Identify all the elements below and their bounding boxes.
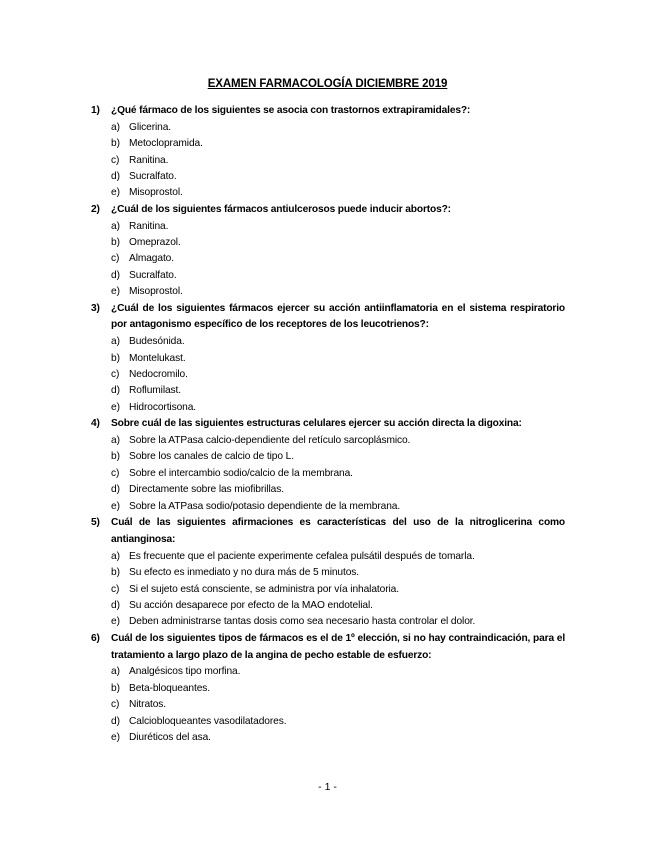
option-item <box>91 582 565 598</box>
option-item <box>91 120 565 136</box>
option-item <box>91 185 565 201</box>
option-letter: e) <box>111 401 120 413</box>
question-header <box>91 416 565 433</box>
option-item <box>91 549 565 565</box>
option-letter: e) <box>111 187 120 199</box>
option-list <box>91 120 565 202</box>
option-letter: d) <box>111 715 120 727</box>
question-number: 5) <box>91 517 100 529</box>
question-1 <box>91 103 565 202</box>
question-number: 6) <box>91 632 100 644</box>
option-list <box>91 219 565 301</box>
option-letter: e) <box>111 286 120 298</box>
option-item <box>91 697 565 713</box>
option-text: Sucralfato. <box>129 171 177 183</box>
option-letter: c) <box>111 699 120 711</box>
option-item <box>91 598 565 614</box>
option-text: Es frecuente que el paciente experimente cefalea pulsátil después de tomarla. <box>129 550 475 562</box>
option-letter: e) <box>111 731 120 743</box>
option-letter: e) <box>111 616 120 628</box>
option-text: Ranitina. <box>129 154 169 166</box>
option-text: Su efecto es inmediato y no dura más de 5 minutos. <box>129 567 360 579</box>
option-item <box>91 268 565 284</box>
option-item <box>91 235 565 251</box>
question-list <box>91 103 565 746</box>
option-text: Glicerina. <box>129 121 172 133</box>
question-number: 3) <box>91 302 100 314</box>
option-item <box>91 466 565 482</box>
question-text: Sobre cuál de las siguientes estructuras celulares ejercer su acción directa la digoxina: <box>111 418 522 430</box>
option-text: Deben administrarse tantas dosis como sea necesario hasta controlar el dolor. <box>129 616 476 628</box>
option-item <box>91 169 565 185</box>
question-header <box>91 301 565 335</box>
page-number: - 1 - <box>318 781 337 793</box>
option-text: Nitratos. <box>129 699 167 711</box>
option-item <box>91 351 565 367</box>
option-letter: b) <box>111 451 120 463</box>
option-item <box>91 714 565 730</box>
option-letter: b) <box>111 567 120 579</box>
page-title: EXAMEN FARMACOLOGÍA DICIEMBRE 2019 <box>207 78 448 90</box>
option-text: Montelukast. <box>129 352 186 364</box>
option-letter: b) <box>111 352 120 364</box>
option-list <box>91 433 565 515</box>
option-text: Misoprostol. <box>129 187 183 199</box>
option-letter: c) <box>111 369 120 381</box>
option-text: Si el sujeto está consciente, se administra por vía inhalatoria. <box>129 583 399 595</box>
option-text: Sobre la ATPasa calcio-dependiente del retículo sarcoplásmico. <box>129 435 411 447</box>
option-item <box>91 565 565 581</box>
option-letter: a) <box>111 336 120 348</box>
question-number: 1) <box>91 105 100 116</box>
option-letter: c) <box>111 253 120 265</box>
option-item <box>91 730 565 746</box>
question-4 <box>91 416 565 515</box>
option-letter: a) <box>111 220 120 232</box>
option-text: Budesónida. <box>129 336 185 348</box>
option-text: Sobre la ATPasa sodio/potasio dependiente de la membrana. <box>129 500 401 512</box>
option-text: Analgésicos tipo morfina. <box>129 666 241 678</box>
question-number: 4) <box>91 418 100 430</box>
question-5 <box>91 515 565 631</box>
option-item <box>91 664 565 680</box>
option-item <box>91 284 565 300</box>
question-header <box>91 515 565 549</box>
option-letter: b) <box>111 682 120 694</box>
option-letter: c) <box>111 154 120 166</box>
option-item <box>91 251 565 267</box>
option-item <box>91 614 565 630</box>
option-text: Beta-bloqueantes. <box>129 682 210 694</box>
option-text: Nedocromilo. <box>129 369 188 381</box>
option-list <box>91 549 565 631</box>
option-list <box>91 334 565 416</box>
option-text: Sobre los canales de calcio de tipo L. <box>129 451 294 463</box>
option-letter: c) <box>111 583 120 595</box>
question-2 <box>91 202 565 301</box>
option-item <box>91 433 565 449</box>
option-text: Su acción desaparece por efecto de la MAO endotelial. <box>129 599 373 611</box>
option-item <box>91 449 565 465</box>
option-item <box>91 400 565 416</box>
question-text: Cuál de las siguientes afirmaciones es características del uso de la nitroglicerina como antianginosa: <box>111 517 565 545</box>
question-header <box>91 103 565 120</box>
option-letter: d) <box>111 171 120 183</box>
option-text: Almagato. <box>129 253 174 265</box>
question-text: ¿Cuál de los siguientes fármacos ejercer su acción antiinflamatoria en el sistema respiratorio por antagonismo específico de los receptores de los leucotrienos?: <box>111 302 565 331</box>
option-text: Sucralfato. <box>129 269 177 281</box>
question-text: ¿Cuál de los siguientes fármacos antiulcerosos puede inducir abortos?: <box>111 203 451 215</box>
option-item <box>91 153 565 169</box>
option-text: Sobre el intercambio sodio/calcio de la membrana. <box>129 467 353 479</box>
question-header <box>91 631 565 665</box>
question-text: Cuál de los siguientes tipos de fármacos es el de 1º elección, si no hay contraindicación, para el tratamiento a largo plazo de la angina de pecho estable de esfuerzo: <box>111 632 565 661</box>
option-letter: e) <box>111 500 120 512</box>
question-header <box>91 202 565 219</box>
option-letter: b) <box>111 138 120 150</box>
question-text: ¿Qué fármaco de los siguientes se asocia con trastornos extrapiramidales?: <box>111 105 471 116</box>
option-letter: d) <box>111 269 120 281</box>
option-item <box>91 383 565 399</box>
option-letter: a) <box>111 435 120 447</box>
question-6 <box>91 631 565 747</box>
option-text: Calciobloqueantes vasodilatadores. <box>129 715 287 727</box>
option-item <box>91 334 565 350</box>
option-item <box>91 219 565 235</box>
option-letter: d) <box>111 484 120 496</box>
option-text: Metoclopramida. <box>129 138 203 150</box>
option-list <box>91 664 565 746</box>
option-letter: a) <box>111 121 120 133</box>
option-item <box>91 482 565 498</box>
option-item <box>91 136 565 152</box>
option-text: Roflumilast. <box>129 385 182 397</box>
option-text: Directamente sobre las miofibrillas. <box>129 484 284 496</box>
question-3 <box>91 301 565 417</box>
option-text: Omeprazol. <box>129 237 181 249</box>
option-letter: c) <box>111 467 120 479</box>
option-letter: b) <box>111 237 120 249</box>
question-number: 2) <box>91 203 100 215</box>
option-text: Hidrocortisona. <box>129 401 197 413</box>
option-letter: d) <box>111 385 120 397</box>
option-item <box>91 499 565 515</box>
option-letter: a) <box>111 666 120 678</box>
option-text: Diuréticos del asa. <box>129 731 211 743</box>
option-item <box>91 681 565 697</box>
option-letter: d) <box>111 599 120 611</box>
option-item <box>91 367 565 383</box>
option-text: Ranitina. <box>129 220 169 232</box>
option-letter: a) <box>111 550 120 562</box>
option-text: Misoprostol. <box>129 286 183 298</box>
